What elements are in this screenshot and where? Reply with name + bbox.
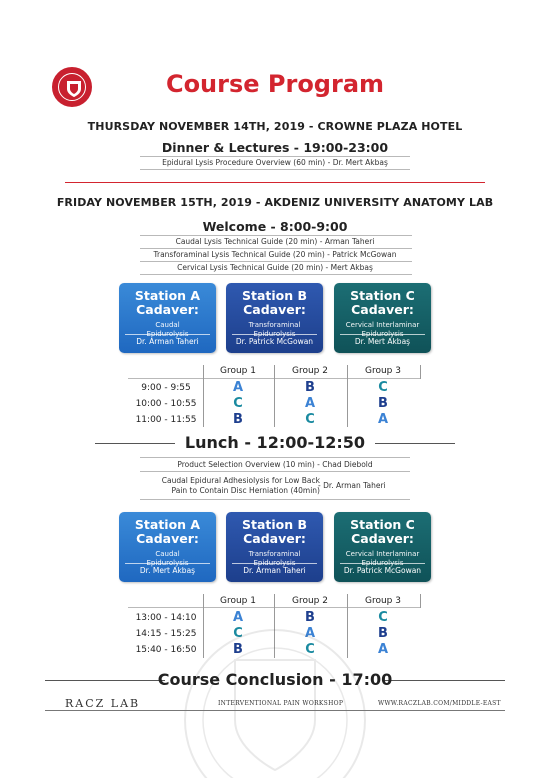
friday-heading: FRIDAY NOVEMBER 15TH, 2019 - AKDENIZ UNIVERSITY ANATOMY LAB bbox=[56, 196, 494, 209]
station-topic: Caudal Epidurolysis bbox=[146, 321, 189, 338]
rotation-cell: A bbox=[232, 610, 244, 625]
divider bbox=[140, 261, 412, 262]
divider bbox=[140, 248, 412, 249]
rotation-cell: C bbox=[378, 610, 388, 625]
workshop-name: INTERVENTIONAL PAIN WORKSHOP bbox=[218, 700, 344, 707]
station-b-card bbox=[226, 283, 323, 353]
divider bbox=[140, 471, 410, 472]
station-b-card bbox=[226, 512, 323, 582]
station-doctor: Dr. Patrick McGowan bbox=[340, 563, 425, 575]
group-header: Group 3 bbox=[365, 366, 401, 376]
station-topic: Cervical Interlaminar Epidurolysis bbox=[345, 550, 420, 567]
time-slot: 14:15 - 15:25 bbox=[135, 629, 197, 639]
station-topic: Transforaminal Epidurolysis bbox=[248, 550, 301, 567]
time-slot: 15:40 - 16:50 bbox=[135, 645, 197, 655]
divider bbox=[140, 457, 410, 458]
lunch-item: Product Selection Overview (10 min) - Chad Diebold bbox=[177, 460, 373, 469]
table-divider bbox=[420, 594, 421, 608]
station-subtitle: Cadaver: bbox=[243, 302, 306, 317]
rotation-cell: C bbox=[305, 412, 315, 427]
group-header: Group 1 bbox=[220, 366, 256, 376]
station-subtitle: Cadaver: bbox=[243, 531, 306, 546]
station-doctor: Dr. Mert Akbaş bbox=[125, 563, 210, 575]
group-header: Group 2 bbox=[292, 366, 328, 376]
station-title: Station C bbox=[350, 288, 415, 303]
station-title: Station B bbox=[241, 288, 308, 303]
rotation-cell: A bbox=[304, 396, 316, 411]
time-slot: 9:00 - 9:55 bbox=[141, 383, 191, 393]
rotation-cell: B bbox=[378, 626, 388, 641]
thursday-item: Epidural Lysis Procedure Overview (60 min) - Dr. Mert Akbaş bbox=[162, 158, 388, 167]
rotation-cell: C bbox=[378, 380, 388, 395]
station-subtitle: Cadaver: bbox=[136, 302, 199, 317]
conclusion-heading: Course Conclusion - 17:00 bbox=[157, 670, 393, 689]
welcome-item: Transforaminal Lysis Technical Guide (20 min) - Patrick McGowan bbox=[153, 250, 397, 259]
group-header: Group 2 bbox=[292, 596, 328, 606]
rotation-cell: B bbox=[305, 380, 315, 395]
station-subtitle: Cadaver: bbox=[351, 531, 414, 546]
divider bbox=[140, 499, 410, 500]
station-title: Station B bbox=[241, 517, 308, 532]
divider bbox=[140, 156, 410, 157]
section-divider bbox=[65, 182, 485, 183]
station-c-card bbox=[334, 283, 431, 353]
time-slot: 10:00 - 10:55 bbox=[135, 399, 197, 409]
rotation-cell: B bbox=[305, 610, 315, 625]
station-doctor: Dr. Patrick McGowan bbox=[232, 334, 317, 346]
table-divider bbox=[420, 365, 421, 379]
station-c-card bbox=[334, 512, 431, 582]
time-slot: 11:00 - 11:55 bbox=[135, 415, 197, 425]
brand-wordmark: RACZ LAB bbox=[65, 697, 141, 710]
rotation-cell: C bbox=[233, 626, 243, 641]
rotation-cell: B bbox=[233, 412, 243, 427]
station-a-card bbox=[119, 283, 216, 353]
rotation-cell: A bbox=[232, 380, 244, 395]
group-header: Group 3 bbox=[365, 596, 401, 606]
station-subtitle: Cadaver: bbox=[136, 531, 199, 546]
station-topic: Cervical Interlaminar Epidurolysis bbox=[345, 321, 420, 338]
divider bbox=[140, 169, 410, 170]
rotation-cell: C bbox=[305, 642, 315, 657]
rotation-cell: A bbox=[304, 626, 316, 641]
welcome-session: Welcome - 8:00-9:00 bbox=[202, 219, 348, 234]
station-topic: Caudal Epidurolysis bbox=[146, 550, 189, 567]
lunch-speaker: - Dr. Arman Taheri bbox=[318, 481, 386, 490]
lunch-heading: Lunch - 12:00-12:50 bbox=[184, 433, 366, 452]
station-subtitle: Cadaver: bbox=[351, 302, 414, 317]
divider bbox=[140, 274, 412, 275]
rotation-cell: A bbox=[377, 412, 389, 427]
group-header: Group 1 bbox=[220, 596, 256, 606]
dinner-session: Dinner & Lectures - 19:00-23:00 bbox=[161, 140, 389, 155]
station-topic: Transforaminal Epidurolysis bbox=[248, 321, 301, 338]
station-a-card bbox=[119, 512, 216, 582]
rotation-cell: B bbox=[233, 642, 243, 657]
time-slot: 13:00 - 14:10 bbox=[135, 613, 197, 623]
rotation-cell: A bbox=[377, 642, 389, 657]
station-doctor: Dr. Arman Taheri bbox=[232, 563, 317, 575]
station-title: Station A bbox=[134, 288, 201, 303]
welcome-item: Cervical Lysis Technical Guide (20 min) - Mert Akbaş bbox=[177, 263, 373, 272]
rotation-cell: C bbox=[233, 396, 243, 411]
station-doctor: Dr. Mert Akbaş bbox=[340, 334, 425, 346]
page-title: Course Program bbox=[165, 70, 385, 98]
welcome-item: Caudal Lysis Technical Guide (20 min) - Arman Taheri bbox=[175, 237, 375, 246]
station-title: Station A bbox=[134, 517, 201, 532]
watermark-seal bbox=[180, 620, 370, 778]
footer-url: WWW.RACZLAB.COM/MIDDLE-EAST bbox=[378, 700, 501, 707]
station-title: Station C bbox=[350, 517, 415, 532]
footer-divider bbox=[45, 710, 505, 711]
thursday-heading: THURSDAY NOVEMBER 14TH, 2019 - CROWNE PLAZA HOTEL bbox=[87, 120, 463, 133]
lunch-item: Pain to Contain Disc Herniation (40min) bbox=[171, 486, 320, 495]
station-doctor: Dr. Arman Taheri bbox=[125, 334, 210, 346]
divider bbox=[140, 235, 412, 236]
rotation-cell: B bbox=[378, 396, 388, 411]
lunch-item: Caudal Epidural Adhesiolysis for Low Back bbox=[161, 476, 320, 485]
